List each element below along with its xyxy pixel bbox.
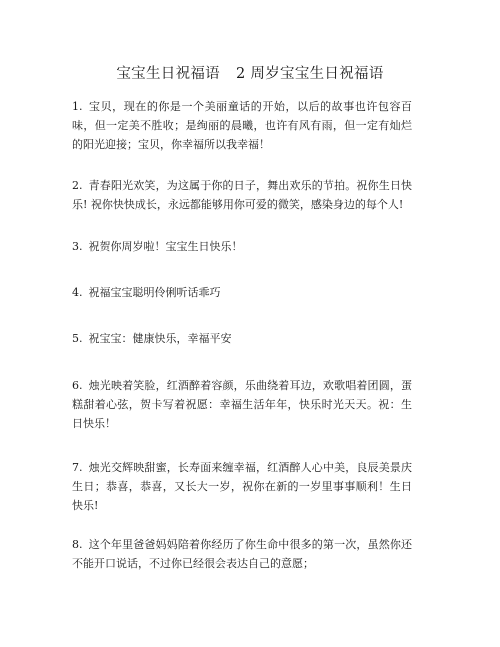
- item-text: 祝宝宝：健康快乐，幸福平安: [88, 332, 232, 345]
- item-number: 3.: [72, 240, 83, 253]
- list-item: [72, 329, 412, 348]
- item-text: 青春阳光欢笑，为这属于你的日子，舞出欢乐的节拍。祝你生日快乐! 祝你快快成长，永远都能够用你可爱的微笑，感染身边的每个人!: [72, 179, 412, 211]
- list-item: [72, 535, 412, 573]
- item-number: 2.: [72, 179, 83, 192]
- item-number: 4.: [72, 286, 83, 299]
- item-number: 8.: [72, 538, 83, 551]
- item-text: 祝福宝宝聪明伶俐听话乖巧: [88, 286, 221, 299]
- title-sub: 2 周岁宝宝生日祝福语: [235, 66, 384, 82]
- list-item: [72, 458, 412, 515]
- list-item: [72, 376, 412, 433]
- list-item: [72, 176, 412, 214]
- item-number: 5.: [72, 332, 83, 345]
- item-text: 祝贺你周岁啦！宝宝生日快乐！: [88, 240, 243, 253]
- item-number: 7.: [72, 461, 83, 474]
- item-text: 烛光映着笑脸，红酒醉着容颜，乐曲绕着耳边，欢歌唱着团圆，蛋糕甜着心弦，贺卡写着祝愿：幸福生活年年，快乐时光天天。祝：生日快乐！: [72, 379, 412, 430]
- list-item: [72, 97, 412, 154]
- page-title: [0, 64, 500, 84]
- list-item: [72, 283, 412, 302]
- list-item: [72, 237, 412, 256]
- item-number: 6.: [72, 379, 83, 392]
- title-main: 宝宝生日祝福语: [116, 66, 220, 82]
- item-text: 宝贝，现在的你是一个美丽童话的开始，以后的故事也许包容百味，但一定美不胜收；是绚丽的晨曦，也许有风有雨，但一定有灿烂的阳光迎接；宝贝，你幸福所以我幸福！: [72, 100, 412, 151]
- item-number: 1.: [72, 100, 83, 113]
- item-text: 烛光交辉映甜蜜，长寿面来缠幸福，红酒醉人心中美，良辰美景庆生日；恭喜，恭喜，又长大一岁，祝你在新的一岁里事事顺利！生日快乐!: [72, 461, 412, 512]
- item-text: 这个年里爸爸妈妈陪着你经历了你生命中很多的第一次，虽然你还不能开口说话，不过你已经很会表达自己的意愿；: [72, 538, 412, 570]
